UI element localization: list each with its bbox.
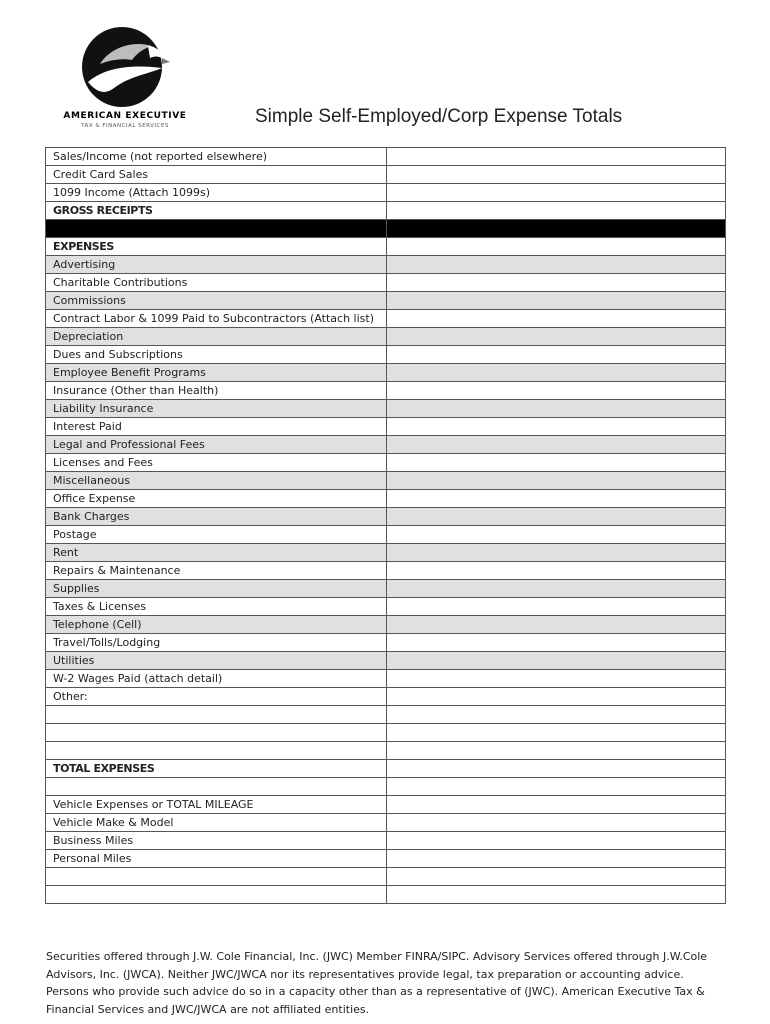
row-amount-field[interactable] bbox=[387, 472, 726, 490]
row-label: Personal Miles bbox=[46, 850, 387, 868]
row-amount-field[interactable] bbox=[387, 292, 726, 310]
company-logo bbox=[62, 24, 188, 134]
table-row bbox=[46, 580, 726, 598]
row-label: Legal and Professional Fees bbox=[46, 436, 387, 454]
row-amount-field[interactable] bbox=[387, 778, 726, 796]
table-row bbox=[46, 274, 726, 292]
row-label: Telephone (Cell) bbox=[46, 616, 387, 634]
row-label: Dues and Subscriptions bbox=[46, 346, 387, 364]
table-row bbox=[46, 454, 726, 472]
row-amount-field[interactable] bbox=[387, 166, 726, 184]
row-amount-field[interactable] bbox=[387, 760, 726, 778]
row-amount-field[interactable] bbox=[387, 382, 726, 400]
row-label: 1099 Income (Attach 1099s) bbox=[46, 184, 387, 202]
row-amount-field[interactable] bbox=[387, 418, 726, 436]
row-label: Bank Charges bbox=[46, 508, 387, 526]
row-label: Insurance (Other than Health) bbox=[46, 382, 387, 400]
row-label bbox=[46, 742, 387, 760]
row-label: Employee Benefit Programs bbox=[46, 364, 387, 382]
table-row bbox=[46, 346, 726, 364]
row-amount-field[interactable] bbox=[387, 400, 726, 418]
row-label bbox=[46, 706, 387, 724]
row-amount-field[interactable] bbox=[387, 886, 726, 904]
row-amount-field[interactable] bbox=[387, 634, 726, 652]
table-row bbox=[46, 256, 726, 274]
row-amount-field[interactable] bbox=[387, 670, 726, 688]
table-row bbox=[46, 706, 726, 724]
row-label: Miscellaneous bbox=[46, 472, 387, 490]
table-row bbox=[46, 544, 726, 562]
row-amount-field[interactable] bbox=[387, 328, 726, 346]
row-label: Credit Card Sales bbox=[46, 166, 387, 184]
row-amount-field[interactable] bbox=[387, 616, 726, 634]
row-amount-field[interactable] bbox=[387, 436, 726, 454]
row-amount-field[interactable] bbox=[387, 346, 726, 364]
row-label: Rent bbox=[46, 544, 387, 562]
row-amount-field[interactable] bbox=[387, 706, 726, 724]
row-label: Vehicle Make & Model bbox=[46, 814, 387, 832]
page-title: Simple Self-Employed/Corp Expense Totals bbox=[255, 106, 623, 127]
row-amount-field[interactable] bbox=[387, 832, 726, 850]
table-row bbox=[46, 526, 726, 544]
table-row bbox=[46, 328, 726, 346]
table-row bbox=[46, 796, 726, 814]
row-label: Repairs & Maintenance bbox=[46, 562, 387, 580]
table-row bbox=[46, 400, 726, 418]
row-amount-field[interactable] bbox=[387, 238, 726, 256]
table-row bbox=[46, 490, 726, 508]
table-row bbox=[46, 688, 726, 706]
row-label: Other: bbox=[46, 688, 387, 706]
row-amount-field[interactable] bbox=[387, 544, 726, 562]
row-label: Advertising bbox=[46, 256, 387, 274]
row-amount-field[interactable] bbox=[387, 274, 726, 292]
row-amount-field[interactable] bbox=[387, 526, 726, 544]
row-amount-field[interactable] bbox=[387, 652, 726, 670]
row-label: Postage bbox=[46, 526, 387, 544]
table-row bbox=[46, 184, 726, 202]
expense-table bbox=[45, 147, 726, 904]
row-label bbox=[46, 886, 387, 904]
row-amount-field[interactable] bbox=[387, 202, 726, 220]
row-amount-field[interactable] bbox=[387, 184, 726, 202]
table-row bbox=[46, 364, 726, 382]
row-label: Sales/Income (not reported elsewhere) bbox=[46, 148, 387, 166]
row-label: W-2 Wages Paid (attach detail) bbox=[46, 670, 387, 688]
row-amount-field[interactable] bbox=[387, 850, 726, 868]
logo-tagline: TAX & FINANCIAL SERVICES bbox=[81, 123, 169, 129]
eagle-logo-icon bbox=[78, 24, 174, 110]
table-row bbox=[46, 292, 726, 310]
row-label: Business Miles bbox=[46, 832, 387, 850]
table-row bbox=[46, 508, 726, 526]
row-label: Charitable Contributions bbox=[46, 274, 387, 292]
row-label: Supplies bbox=[46, 580, 387, 598]
row-label: Office Expense bbox=[46, 490, 387, 508]
row-label: EXPENSES bbox=[46, 238, 387, 256]
row-amount-field[interactable] bbox=[387, 148, 726, 166]
table-row bbox=[46, 598, 726, 616]
row-amount-field[interactable] bbox=[387, 256, 726, 274]
row-amount-field[interactable] bbox=[387, 868, 726, 886]
table-row bbox=[46, 670, 726, 688]
row-label bbox=[46, 220, 387, 238]
row-label: Travel/Tolls/Lodging bbox=[46, 634, 387, 652]
row-amount-field[interactable] bbox=[387, 310, 726, 328]
row-label: GROSS RECEIPTS bbox=[46, 202, 387, 220]
row-label: Interest Paid bbox=[46, 418, 387, 436]
row-label: Commissions bbox=[46, 292, 387, 310]
row-amount-field[interactable] bbox=[387, 508, 726, 526]
row-amount-field[interactable] bbox=[387, 796, 726, 814]
row-amount-field[interactable] bbox=[387, 688, 726, 706]
row-label: TOTAL EXPENSES bbox=[46, 760, 387, 778]
row-label bbox=[46, 724, 387, 742]
row-amount-field[interactable] bbox=[387, 724, 726, 742]
table-row bbox=[46, 814, 726, 832]
table-row bbox=[46, 220, 726, 238]
table-row bbox=[46, 724, 726, 742]
logo-company-name: AMERICAN EXECUTIVE bbox=[63, 111, 187, 121]
table-row bbox=[46, 778, 726, 796]
row-label bbox=[46, 778, 387, 796]
row-amount-field[interactable] bbox=[387, 220, 726, 238]
row-label: Contract Labor & 1099 Paid to Subcontractors (Attach list) bbox=[46, 310, 387, 328]
table-row bbox=[46, 832, 726, 850]
row-label: Licenses and Fees bbox=[46, 454, 387, 472]
table-row bbox=[46, 310, 726, 328]
table-row bbox=[46, 148, 726, 166]
row-amount-field[interactable] bbox=[387, 490, 726, 508]
table-row bbox=[46, 472, 726, 490]
row-label: Taxes & Licenses bbox=[46, 598, 387, 616]
row-amount-field[interactable] bbox=[387, 814, 726, 832]
table-row bbox=[46, 418, 726, 436]
table-row bbox=[46, 436, 726, 454]
row-amount-field[interactable] bbox=[387, 562, 726, 580]
table-row bbox=[46, 868, 726, 886]
table-row bbox=[46, 562, 726, 580]
row-amount-field[interactable] bbox=[387, 742, 726, 760]
table-row bbox=[46, 850, 726, 868]
row-label bbox=[46, 868, 387, 886]
row-amount-field[interactable] bbox=[387, 454, 726, 472]
table-row bbox=[46, 634, 726, 652]
table-row bbox=[46, 166, 726, 184]
row-amount-field[interactable] bbox=[387, 364, 726, 382]
disclaimer-text: Securities offered through J.W. Cole Financial, Inc. (JWC) Member FINRA/SIPC. Advisory Services offered through J.W.Cole Advisors, Inc. (JWCA). Neither JWC/JWCA nor its representatives provide legal, tax preparation or accounting advice. Persons who provide such advice do so in a capacity other than as a representative of (JWC). American Executive Tax & Financial Services and JWC/JWCA are not affiliated entities. bbox=[46, 950, 708, 1016]
row-label: Liability Insurance bbox=[46, 400, 387, 418]
table-row bbox=[46, 382, 726, 400]
table-row bbox=[46, 742, 726, 760]
row-label: Vehicle Expenses or TOTAL MILEAGE bbox=[46, 796, 387, 814]
row-amount-field[interactable] bbox=[387, 598, 726, 616]
table-row bbox=[46, 616, 726, 634]
table-row bbox=[46, 238, 726, 256]
row-amount-field[interactable] bbox=[387, 580, 726, 598]
table-row bbox=[46, 202, 726, 220]
row-label: Utilities bbox=[46, 652, 387, 670]
table-row bbox=[46, 760, 726, 778]
table-row bbox=[46, 886, 726, 904]
row-label: Depreciation bbox=[46, 328, 387, 346]
table-row bbox=[46, 652, 726, 670]
